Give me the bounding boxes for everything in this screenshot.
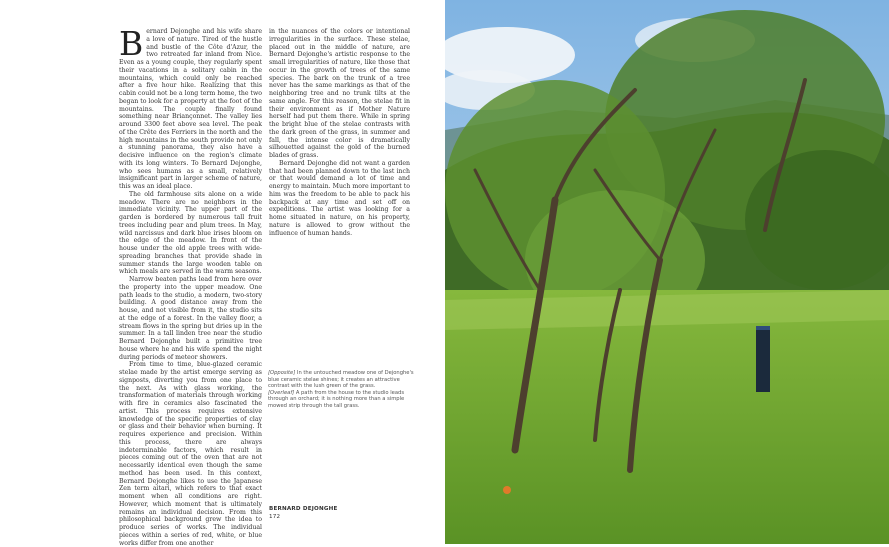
blue-ceramic-stele <box>756 326 770 392</box>
paragraph: in the nuances of the colors or intentional irregularities in the surface. These stelae, placed out in the middle of nature, are Bernard Dejonghe's artistic response to the small irregularities of nature, like those that occur in the growth of trees of the same species. The bark on the trunk of a tree never has the same markings as that of the neighboring tree and no trunk tilts at the same angle. For this reason, the stelae fit in their environment as if Mother Nature herself had put them there. While in spring the bright blue of the stelae contrasts with the dark green of the grass, in summer and fall, the intense color is dramatically silhouetted against the gold of the burned blades of grass. <box>269 28 410 159</box>
paragraph: Bernard Dejonghe and his wife share a love of nature. Tired of the hustle and bustle of the Côte d'Azur, the two retreated far inland from Nice. Even as a young couple, they regularly spent their vacations in a solitary cabin in the mountains, which could only be reached after a five hour hike. Realizing that this cabin could not be a long term home, the two began to look for a property at the foot of the mountains. The couple finally found something near Briançonnet. The valley lies around 3300 feet above sea level. The peak of the Crête des Ferriers in the north and the high mountains in the south provide not only a stunning panorama, they also have a decisive influence on the region's climate with its long winters. To Bernard Dejonghe, who sees humans as a small, relatively insignificant part in larger scheme of nature, this was an ideal place. <box>119 24 262 190</box>
caption-tag-overleaf: [Overleaf] <box>268 389 295 396</box>
caption-text-overleaf: A path from the house to the studio leads through an orchard; it is nothing more than a simple mowed strip through the tall grass. <box>268 389 405 409</box>
meadow-photo <box>445 0 889 544</box>
paragraph: Narrow beaten paths lead from here over the property into the upper meadow. One path leads to the studio, a modern, two-story building. A good distance away from the house, and not visible from it, the studio sits at the edge of a forest. In the valley floor, a stream flows in the spring but dries up in the summer. In a tall linden tree near the studio Bernard Dejonghe built a primitive tree house where he and his wife spend the night during periods of meteor showers. <box>119 276 262 361</box>
page-number: 172 <box>269 514 281 520</box>
paragraph: From time to time, blue-glazed ceramic stelae made by the artist emerge serving as signposts, diverting you from one place to the next. As with glass working, the transformation of materials through working with fire in ceramics also fascinated the artist. This process requires extensive knowledge of the specific properties of clay or glass and their behavior when burning. It requires experience and precision. Within this process, there are always indeterminable factors, which result in pieces coming out of the oven that are not necessarily identical even though the same method has been used. In this context, Bernard Dejonghe likes to use the Japanese Zen term aitari, which refers to that exact moment when all conditions are right. However, which moment that is ultimately remains an individual decision. From this philosophical background grew the idea to produce series of works. The individual pieces within a series of red, white, or blue works differ from one another <box>119 361 262 547</box>
paragraph: Bernard Dejonghe did not want a garden that had been planned down to the last inch or that would demand a lot of time and energy to maintain. Much more important to him was the freedom to be able to pack his backpack at any time and set off on expeditions. The artist was looking for a home situated in nature, on his property, nature is allowed to grow without the influence of human hands. <box>269 159 410 237</box>
caption-tag-opposite: [Opposite] <box>268 370 296 376</box>
text-column-2 <box>269 28 410 237</box>
wildflower <box>503 486 511 494</box>
drop-cap: B <box>119 24 144 63</box>
folio <box>269 505 338 521</box>
caption-text-opposite: In the untouched meadow one of Dejonghe's blue ceramic stelae shines; it creates an attractive contrast with the lush green of the grass. <box>268 370 414 390</box>
paragraph: The old farmhouse sits alone on a wide meadow. There are no neighbors in the immediate vicinity. The upper part of the garden is bordered by numerous tall fruit trees including pear and plum trees. In May, wild narcissus and dark blue irises bloom on the edge of the meadow. In front of the house under the old apple trees with wide-spreading branches that provide shade in summer stands the large wooden table on which meals are served in the warm seasons. <box>119 190 262 276</box>
text-column-1 <box>119 24 262 547</box>
running-author: BERNARD DEJONGHE <box>269 506 338 512</box>
photo-caption <box>268 370 418 410</box>
